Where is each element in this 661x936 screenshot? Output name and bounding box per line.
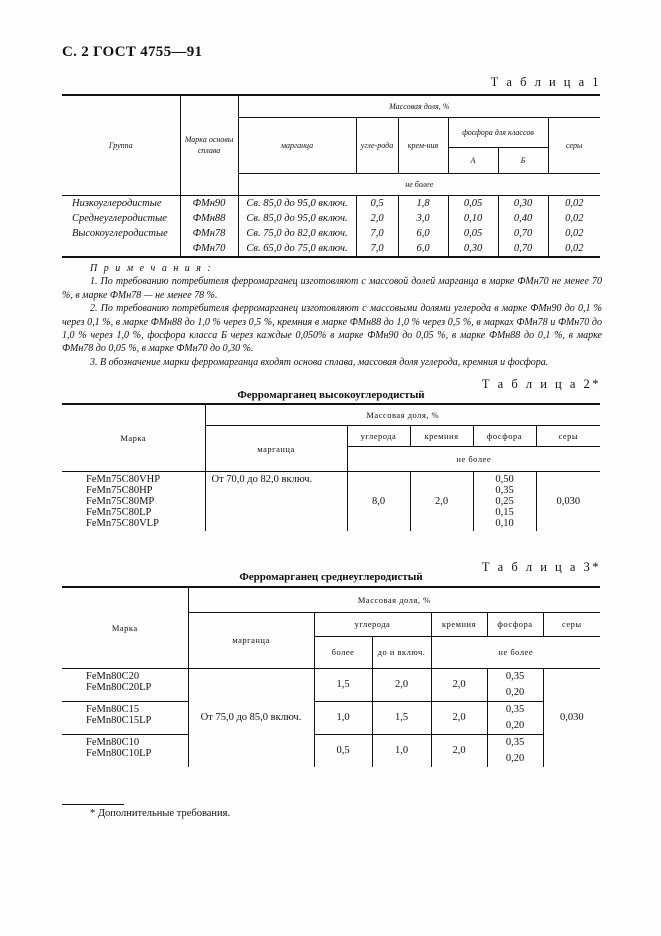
- t3-phosphorus-value: 0,20: [505, 719, 525, 731]
- table1-caption: Т а б л и ц а 1: [490, 75, 601, 89]
- row-phosphorus-b: 0,30: [498, 195, 548, 211]
- header-carbon: угле-рода: [356, 117, 398, 173]
- row-phosphorus-a: 0,05: [448, 195, 498, 211]
- row-manganese: Св. 75,0 до 82,0 включ.: [238, 226, 356, 241]
- header-sulfur: серы: [548, 117, 600, 173]
- t2-header-not-more: не более: [347, 447, 600, 472]
- t3-carbon-upto: 2,0: [372, 668, 431, 701]
- footnote: * Дополнительные требования.: [90, 808, 231, 819]
- row-mark: ФМн88: [180, 211, 238, 226]
- row-group: [62, 241, 180, 257]
- t2-mark: FeMn75C80VLP: [86, 518, 159, 529]
- t3-silicon: 2,0: [431, 701, 487, 734]
- row-phosphorus-a: 0,30: [448, 241, 498, 257]
- t2-header-carbon: углерода: [347, 426, 410, 447]
- table2-title: Ферромарганец высокоуглеродистый: [237, 389, 425, 401]
- t2-phosphorus-value: 0,10: [495, 517, 514, 529]
- t3-phosphorus-value: 0,35: [505, 703, 525, 715]
- header-class-a: А: [448, 147, 498, 173]
- t2-header-mass-fraction: Массовая доля, %: [205, 404, 600, 426]
- t3-mark: FeMn80C20: [86, 670, 140, 682]
- t2-phosphorus: [473, 472, 536, 531]
- t3-phosphorus: [487, 734, 543, 767]
- t3-manganese: От 75,0 до 85,0 включ.: [188, 668, 314, 767]
- row-mark: ФМн78: [180, 226, 238, 241]
- note-item: 2. По требованию потребителя ферромарганец изготовляют с массовыми долями углерода в марке ФМн90 до 0,1 % через 0,1 %, в марке ФМн88 до 1,0 % через 0,5 %, кремния в марке ФМн88 до 1,0 % через 0,5 %, в марках ФМн78 и ФМн70 до 1,0 % через 1,0 %, фосфора класса Б через каждые 0,050% в марке ФМн90 до 0,05 %, в марке ФМн88 до 0,1 %, в марке ФМн78 до 0,05 %, в марке ФМн70 до 0,30 %.: [62, 303, 602, 355]
- t2-mark: FeMn75C80HP: [86, 485, 153, 496]
- row-silicon: 6,0: [398, 226, 448, 241]
- t2-carbon: 8,0: [347, 472, 410, 531]
- row-manganese: Св. 65,0 до 75,0 включ.: [238, 241, 356, 257]
- t3-phosphorus-value: 0,20: [505, 686, 525, 698]
- header-silicon: крем-ния: [398, 117, 448, 173]
- row-phosphorus-b: 0,70: [498, 226, 548, 241]
- footnote-divider: [62, 804, 124, 805]
- row-silicon: 3,0: [398, 211, 448, 226]
- t3-header-not-more: не более: [431, 636, 600, 668]
- t3-silicon: 2,0: [431, 668, 487, 701]
- t3-header-sulfur: серы: [543, 612, 600, 636]
- row-group: Низкоуглеродистые: [72, 197, 162, 209]
- header-not-more: не более: [238, 173, 600, 195]
- row-manganese: Св. 85,0 до 95,0 включ.: [238, 211, 356, 226]
- row-sulfur: 0,02: [548, 195, 600, 211]
- table1: [62, 94, 600, 258]
- table3-title: Ферромарганец среднеуглеродистый: [239, 571, 423, 583]
- t2-mark: FeMn75C80LP: [86, 507, 152, 518]
- t3-carbon-more: 1,0: [314, 701, 372, 734]
- t2-header-phosphorus: фосфора: [473, 426, 536, 447]
- row-silicon: 6,0: [398, 241, 448, 257]
- t3-carbon-upto: 1,5: [372, 701, 431, 734]
- header-class-b: Б: [498, 147, 548, 173]
- row-sulfur: 0,02: [548, 241, 600, 257]
- t3-header-carbon-more: более: [314, 636, 372, 668]
- t3-header-mass-fraction: Массовая доля, %: [188, 587, 600, 612]
- t3-mark: FeMn80C15: [86, 703, 140, 715]
- t2-manganese: От 70,0 до 82,0 включ.: [205, 472, 347, 531]
- notes-heading: П р и м е ч а н и я :: [90, 263, 213, 274]
- header-manganese: марганца: [238, 117, 356, 173]
- row-phosphorus-a: 0,05: [448, 226, 498, 241]
- t3-marks: [62, 701, 188, 734]
- t3-phosphorus-value: 0,35: [505, 670, 525, 682]
- t3-mark: FeMn80C15LP: [86, 714, 152, 726]
- table3-caption: Т а б л и ц а 3*: [481, 560, 601, 574]
- t2-marks: [62, 472, 205, 531]
- row-sulfur: 0,02: [548, 226, 600, 241]
- t2-phosphorus-value: 0,50: [495, 473, 514, 485]
- row-manganese: Св. 85,0 до 95,0 включ.: [238, 195, 356, 211]
- row-group: Высокоуглеродистые: [72, 227, 168, 239]
- row-mark: ФМн90: [180, 195, 238, 211]
- t2-header-manganese: марганца: [205, 426, 347, 472]
- t3-header-phosphorus: фосфора: [487, 612, 543, 636]
- t2-mark: FeMn75C80MP: [86, 496, 155, 507]
- t3-phosphorus: [487, 701, 543, 734]
- t3-marks: [62, 734, 188, 767]
- notes: [62, 262, 602, 369]
- header-mass-fraction: Массовая доля, %: [238, 95, 600, 117]
- header-phosphorus: фосфора для классов: [448, 117, 548, 147]
- t2-header-mark: Марка: [62, 404, 205, 472]
- t3-marks: [62, 668, 188, 701]
- row-sulfur: 0,02: [548, 211, 600, 226]
- header-group: Группа: [62, 95, 180, 195]
- t3-sulfur: 0,030: [543, 668, 600, 767]
- row-phosphorus-b: 0,40: [498, 211, 548, 226]
- page-header: С. 2 ГОСТ 4755—91: [62, 44, 203, 60]
- t3-silicon: 2,0: [431, 734, 487, 767]
- t2-phosphorus-value: 0,25: [495, 495, 514, 507]
- row-silicon: 1,8: [398, 195, 448, 211]
- table2-caption: Т а б л и ц а 2*: [481, 377, 601, 391]
- row-phosphorus-b: 0,70: [498, 241, 548, 257]
- table3: [62, 586, 600, 767]
- t3-carbon-more: 0,5: [314, 734, 372, 767]
- t3-carbon-more: 1,5: [314, 668, 372, 701]
- table2: [62, 403, 600, 531]
- t2-mark: FeMn75C80VHP: [86, 474, 161, 485]
- t3-header-carbon: углерода: [314, 612, 431, 636]
- t3-header-silicon: кремния: [431, 612, 487, 636]
- t3-phosphorus-value: 0,35: [505, 736, 525, 748]
- t3-mark: FeMn80C20LP: [86, 681, 152, 693]
- t2-phosphorus-value: 0,35: [495, 484, 514, 496]
- row-group: Среднеуглеродистые: [72, 212, 167, 224]
- row-carbon: 7,0: [356, 241, 398, 257]
- row-carbon: 0,5: [356, 195, 398, 211]
- t2-header-silicon: кремния: [410, 426, 473, 447]
- t3-header-mark: Марка: [62, 587, 188, 668]
- note-item: 3. В обозначение марки ферромарганца входят основа сплава, массовая доля углерода, кремния и фосфора.: [90, 356, 549, 368]
- note-item: 1. По требованию потребителя ферромарганец изготовляют с массовой долей марганца в марке ФМн70 не менее 70 %, в марке ФМн78 — не менее 78 %.: [62, 276, 602, 301]
- t2-sulfur: 0,030: [536, 472, 600, 531]
- row-carbon: 2,0: [356, 211, 398, 226]
- t2-header-sulfur: серы: [536, 426, 600, 447]
- row-mark: ФМн70: [180, 241, 238, 257]
- row-carbon: 7,0: [356, 226, 398, 241]
- row-phosphorus-a: 0,10: [448, 211, 498, 226]
- t3-phosphorus: [487, 668, 543, 701]
- t3-carbon-upto: 1,0: [372, 734, 431, 767]
- t3-mark: FeMn80C10: [86, 736, 140, 748]
- t3-header-manganese: марганца: [188, 612, 314, 668]
- t3-phosphorus-value: 0,20: [505, 752, 525, 764]
- t2-phosphorus-value: 0,15: [495, 506, 514, 518]
- t3-header-carbon-upto: до и включ.: [372, 636, 431, 668]
- t3-mark: FeMn80C10LP: [86, 747, 152, 759]
- t2-silicon: 2,0: [410, 472, 473, 531]
- header-mark: Марка основы сплава: [180, 95, 238, 195]
